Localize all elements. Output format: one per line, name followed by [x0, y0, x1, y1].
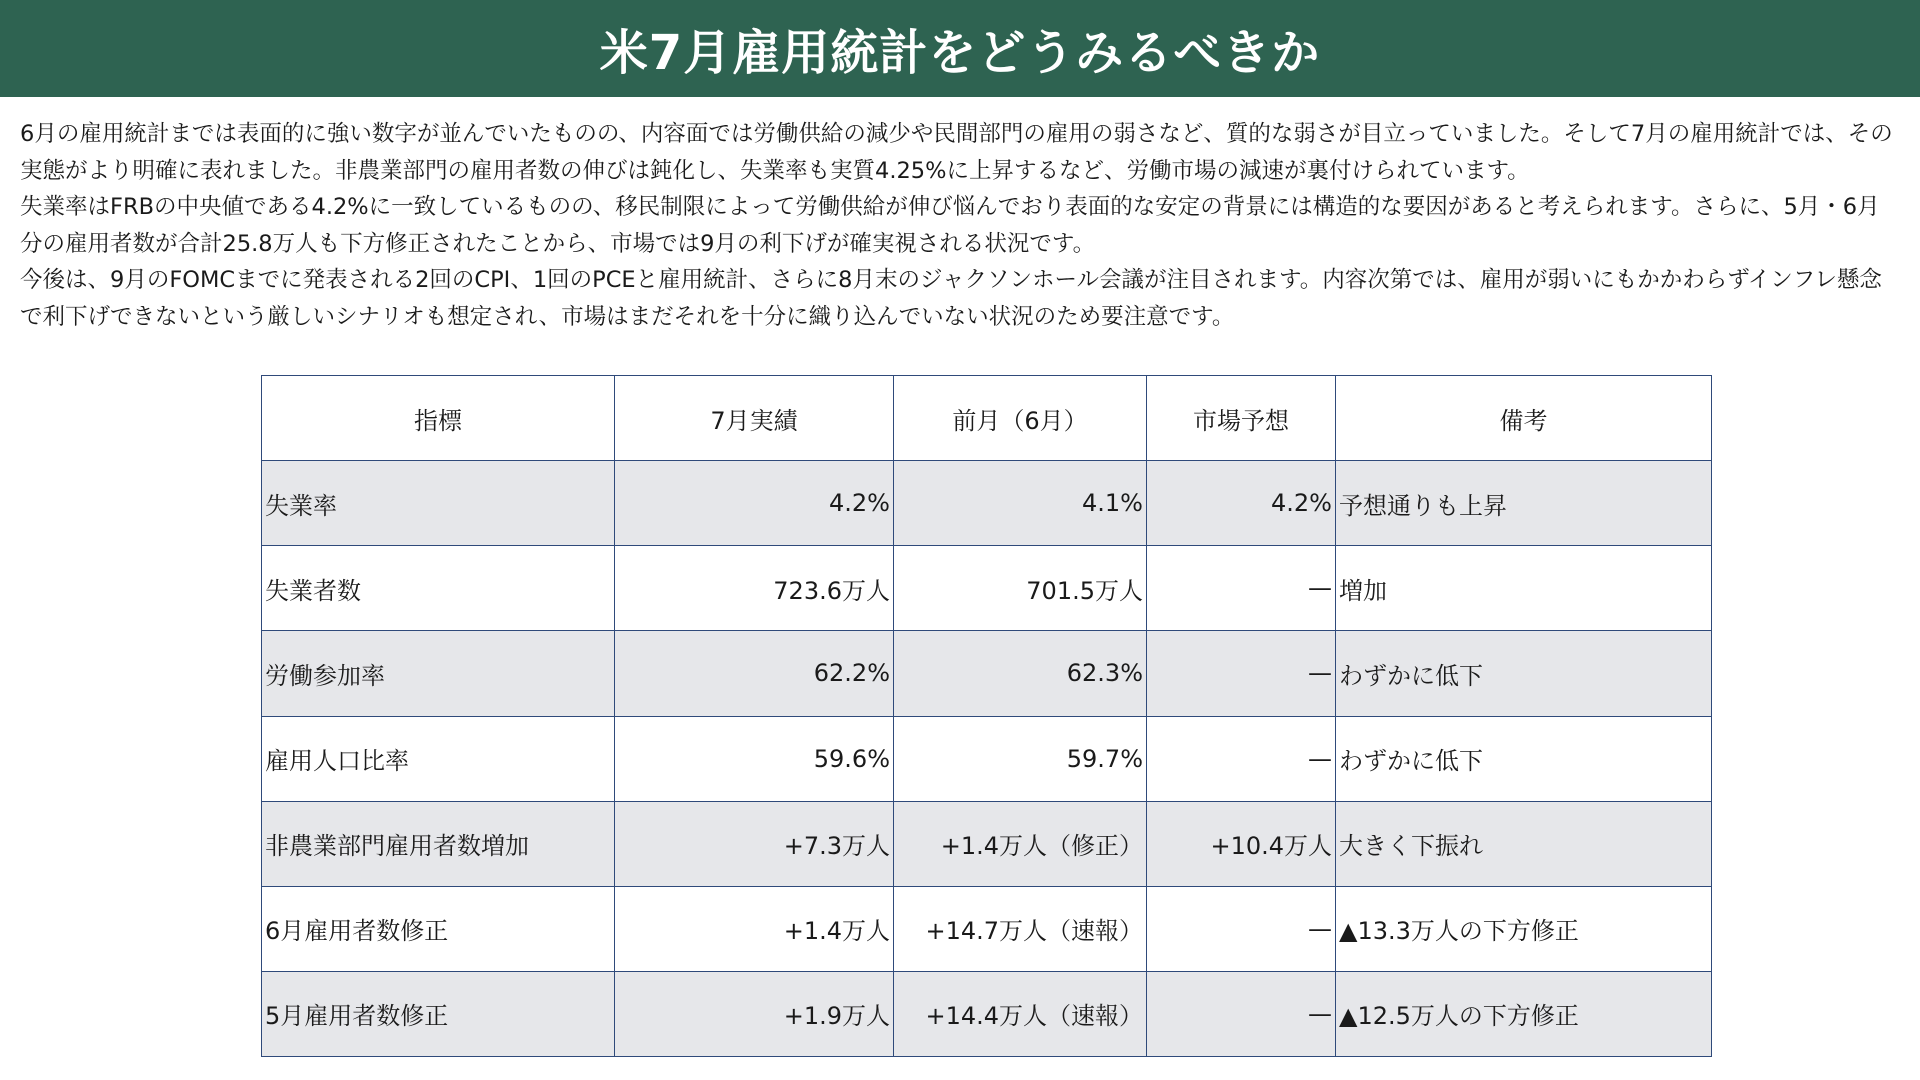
body-text	[20, 116, 1900, 335]
cell-july: +1.9万人	[615, 971, 894, 1056]
cell-indicator: 失業者数	[262, 546, 615, 631]
table-row	[262, 801, 1712, 886]
cell-forecast: +10.4万人	[1147, 801, 1336, 886]
cell-prev: 62.3%	[894, 631, 1147, 716]
cell-indicator: 失業率	[262, 461, 615, 546]
cell-indicator: 6月雇用者数修正	[262, 886, 615, 971]
cell-prev: +14.7万人（速報）	[894, 886, 1147, 971]
cell-forecast: —	[1147, 631, 1336, 716]
employment-table	[261, 375, 1712, 1057]
header-july: 7月実績	[615, 376, 894, 461]
paragraph-2: 失業率はFRBの中央値である4.2%に一致しているものの、移民制限によって労働供給が伸び悩んでおり表面的な安定の背景には構造的な要因があると考えられます。さらに、5月・6月分の雇用者数が合計25.8万人も下方修正されたことから、市場では9月の利下げが確実視される状況です。	[20, 194, 1880, 257]
table-header-row	[262, 376, 1712, 461]
cell-indicator: 雇用人口比率	[262, 716, 615, 801]
cell-indicator: 5月雇用者数修正	[262, 971, 615, 1056]
employment-table-wrap	[261, 375, 1711, 1057]
table-row	[262, 546, 1712, 631]
header-forecast: 市場予想	[1147, 376, 1336, 461]
header-indicator: 指標	[262, 376, 615, 461]
paragraph-3: 今後は、9月のFOMCまでに発表される2回のCPI、1回のPCEと雇用統計、さらに8月末のジャクソンホール会議が注目されます。内容次第では、雇用が弱いにもかかわらずインフレ懸念で利下げできないという厳しいシナリオも想定され、市場はまだそれを十分に織り込んでいない状況のため要注意です。	[20, 267, 1882, 330]
cell-prev: 4.1%	[894, 461, 1147, 546]
cell-note: ▲13.3万人の下方修正	[1336, 886, 1712, 971]
cell-note: わずかに低下	[1336, 716, 1712, 801]
title-bar	[0, 0, 1920, 97]
cell-indicator: 労働参加率	[262, 631, 615, 716]
cell-forecast: —	[1147, 716, 1336, 801]
cell-july: +1.4万人	[615, 886, 894, 971]
table-row	[262, 631, 1712, 716]
cell-indicator: 非農業部門雇用者数増加	[262, 801, 615, 886]
cell-note: 予想通りも上昇	[1336, 461, 1712, 546]
table-row	[262, 716, 1712, 801]
paragraph-1: 6月の雇用統計までは表面的に強い数字が並んでいたものの、内容面では労働供給の減少や民間部門の雇用の弱さなど、質的な弱さが目立っていました。そして7月の雇用統計では、その実態がより明確に表れました。非農業部門の雇用者数の伸びは鈍化し、失業率も実質4.25%に上昇するなど、労働市場の減速が裏付けられています。	[20, 121, 1893, 184]
cell-prev: +14.4万人（速報）	[894, 971, 1147, 1056]
table-row	[262, 886, 1712, 971]
header-prev: 前月（6月）	[894, 376, 1147, 461]
cell-note: 増加	[1336, 546, 1712, 631]
cell-july: +7.3万人	[615, 801, 894, 886]
cell-july: 4.2%	[615, 461, 894, 546]
cell-forecast: 4.2%	[1147, 461, 1336, 546]
table-row	[262, 461, 1712, 546]
cell-july: 59.6%	[615, 716, 894, 801]
cell-note: ▲12.5万人の下方修正	[1336, 971, 1712, 1056]
cell-forecast: —	[1147, 971, 1336, 1056]
cell-forecast: —	[1147, 546, 1336, 631]
cell-prev: +1.4万人（修正）	[894, 801, 1147, 886]
page-title: 米7月雇用統計をどうみるべきか	[599, 25, 1321, 81]
cell-july: 723.6万人	[615, 546, 894, 631]
cell-prev: 59.7%	[894, 716, 1147, 801]
cell-july: 62.2%	[615, 631, 894, 716]
table-row	[262, 971, 1712, 1056]
cell-prev: 701.5万人	[894, 546, 1147, 631]
cell-note: わずかに低下	[1336, 631, 1712, 716]
cell-forecast: —	[1147, 886, 1336, 971]
cell-note: 大きく下振れ	[1336, 801, 1712, 886]
header-note: 備考	[1336, 376, 1712, 461]
